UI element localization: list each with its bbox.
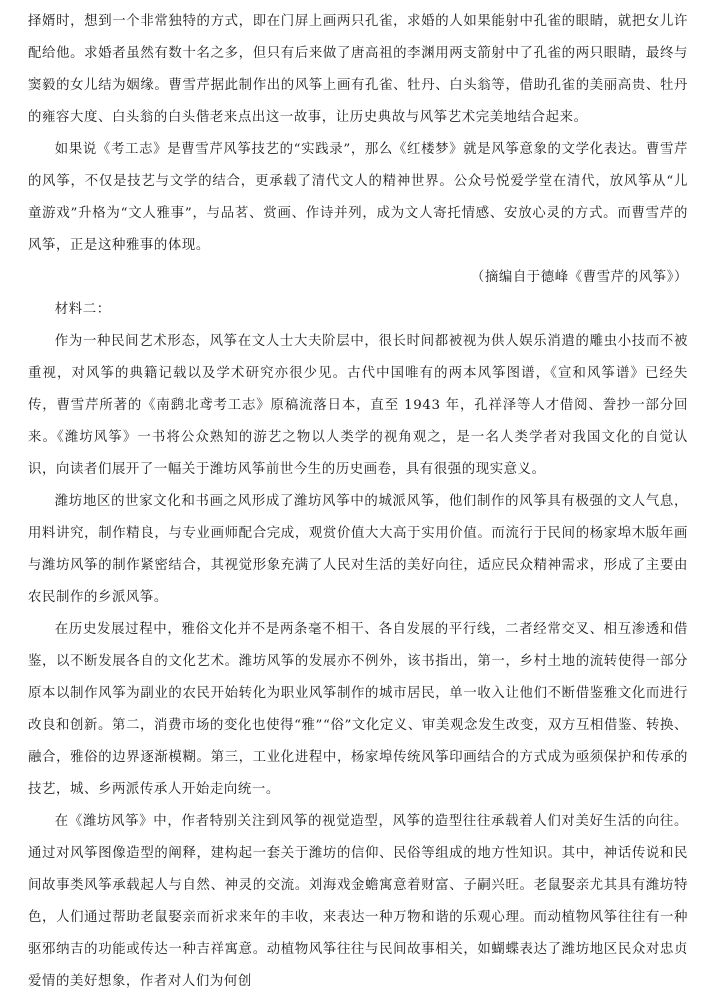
material2-paragraph-2: 潍坊地区的世家文化和书画之风形成了潍坊风筝中的城派风筝，他们制作的风筝具有极强的文人气息，用料讲究，制作精良，与专业画师配合完成，观赏价值大大高于实用价值。而流行于民间的杨家埠木版年画与潍坊风筝的制作紧密结合，其视觉形象充满了人民对生活的美好向往，适应民众精神需求，形成了主要由农民制作的乡派风筝。	[28, 494, 688, 605]
paragraph-2: 如果说《考工志》是曹雪芹风筝技艺的“实践录”，那么《红楼梦》就是风筝意象的文学化表达。曹雪芹的风筝，不仅是技艺与文学的结合，更承载了清代文人的精神世界。公众号悦爱学堂在清代，放风筝从“儿童游戏”升格为“文人雅事”，与品茗、赏画、作诗并列，成为文人寄托情感、安放心灵的方式。而曹雪芹的风筝，正是这种雅事的体现。	[28, 142, 688, 253]
source-citation: （摘编自于德峰《曹雪芹的风筝》）	[470, 270, 688, 285]
material2-paragraph-4: 在《潍坊风筝》中，作者特别关注到风筝的视觉造型，风筝的造型往往承载着人们对美好生活的向往。通过对风筝图像造型的阐释，建构起一套关于潍坊的信仰、民俗等组成的地方性知识。其中，神话传说和民间故事类风筝承载起人与自然、神灵的交流。刘海戏金蟾寓意着财富、子嗣兴旺。老鼠娶亲尤其具有潍坊特色，人们通过帮助老鼠娶亲而祈求来年的丰收，来表达一种万物和谐的乐观心理。而动植物风筝往往有一种驱邪纳吉的功能或传达一种吉祥寓意。动植物风筝往往与民间故事相关，如蝴蝶表达了潍坊地区民众对忠贞爱情的美好想象，作者对人们为何创	[28, 814, 688, 989]
material2-paragraph-3: 在历史发展过程中，雅俗文化并不是两条毫不相干、各自发展的平行线，二者经常交叉、相互渗透和借鉴，以不断发展各自的文化艺术。潍坊风筝的发展亦不例外，该书指出，第一，乡村土地的流转使得一部分原本以制作风筝为副业的农民开始转化为职业风筝制作的城市居民，单一收入让他们不断借鉴雅文化而进行改良和创新。第二，消费市场的变化也使得“雅”“俗”文化定义、审美观念发生改变，双方互相借鉴、转换、融合，雅俗的边界逐渐模糊。第三，工业化进程中，杨家埠传统风筝印画结合的方式成为亟须保护和传承的技艺，城、乡两派传承人开始走向统一。	[28, 622, 688, 797]
document-page	[28, 6, 688, 998]
section-label: 材料二：	[54, 302, 111, 317]
paragraph-1: 择婿时，想到一个非常独特的方式，即在门屏上画两只孔雀，求婚的人如果能射中孔雀的眼睛，就把女儿许配给他。求婚者虽然有数十名之多，但只有后来做了唐高祖的李渊用两支箭射中了孔雀的两只眼睛，最终与窦毅的女儿结为姻缘。曹雪芹据此制作出的风筝上画有孔雀、牡丹、白头翁等，借助孔雀的美丽高贵、牡丹的雍容大度、白头翁的白头偕老来点出这一故事，让历史典故与风筝艺术完美地结合起来。	[28, 14, 688, 125]
material2-paragraph-1: 作为一种民间艺术形态，风筝在文人士大夫阶层中，很长时间都被视为供人娱乐消遣的雕虫小技而不被重视，对风筝的典籍记载以及学术研究亦很少见。古代中国唯有的两本风筝图谱，《宣和风筝谱》已经失传，曹雪芹所著的《南鹞北鸢考工志》原稿流落日本，直至 1943 年，孔祥泽等人才借阅、誊抄一部分回来。《潍坊风筝》一书将公众熟知的游艺之物以人类学的视角观之，是一名人类学者对我国文化的自觉认识，向读者们展开了一幅关于潍坊风筝前世今生的历史画卷，具有很强的现实意义。	[28, 334, 688, 477]
